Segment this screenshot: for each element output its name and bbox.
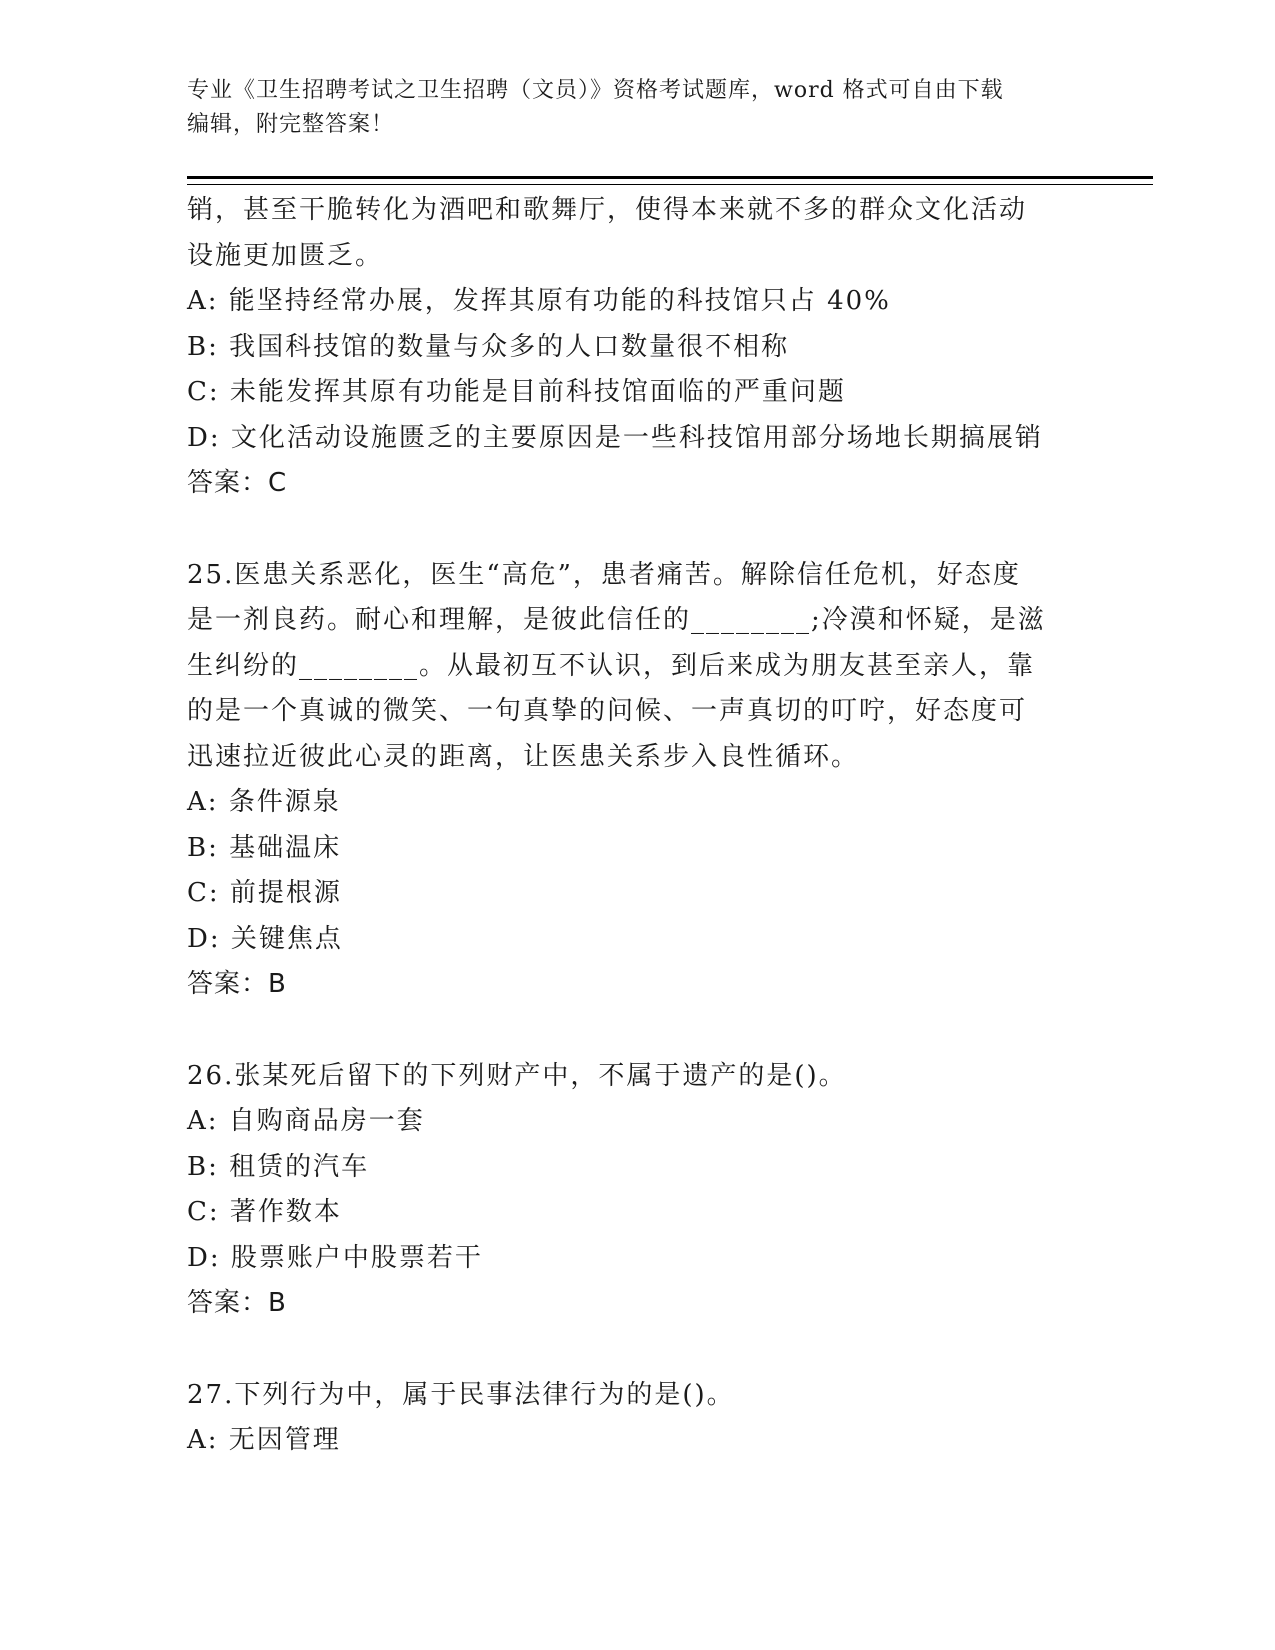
spacer xyxy=(187,1327,1087,1373)
option-a: A: 条件源泉 xyxy=(187,787,341,817)
question-stem-line: 26.张某死后留下的下列财产中，不属于遗产的是()。 xyxy=(187,1060,847,1091)
option-c: C: 前提根源 xyxy=(187,878,342,908)
question-stem-line: 是一剂良药。耐心和理解，是彼此信任的________;冷漠和怀疑，是滋 xyxy=(187,605,1046,635)
header-line-1: 专业《卫生招聘考试之卫生招聘（文员）》资格考试题库，word 格式可自由下载 xyxy=(187,78,1004,103)
spacer xyxy=(187,1008,1087,1054)
question-27 xyxy=(187,1373,1087,1464)
spacer xyxy=(187,507,1087,553)
header-rule-thin xyxy=(187,184,1153,185)
option-d: D: 关键焦点 xyxy=(187,923,343,954)
option-c: C: 著作数本 xyxy=(187,1197,342,1227)
question-content xyxy=(187,188,1087,1464)
question-24 xyxy=(187,188,1087,507)
question-stem-line: 设施更加匮乏。 xyxy=(187,240,384,271)
option-a: A: 无因管理 xyxy=(187,1425,341,1455)
header-line-2: 编辑，附完整答案！ xyxy=(187,112,395,137)
option-b: B: 我国科技馆的数量与众多的人口数量很不相称 xyxy=(187,331,790,362)
answer: 答案：B xyxy=(187,1288,287,1318)
answer: 答案：B xyxy=(187,969,287,999)
question-stem-line: 27.下列行为中，属于民事法律行为的是()。 xyxy=(187,1379,735,1410)
question-stem-line: 迅速拉近彼此心灵的距离，让医患关系步入良性循环。 xyxy=(187,741,860,772)
question-26 xyxy=(187,1054,1087,1327)
option-a: A: 能坚持经常办展，发挥其原有功能的科技馆只占 40% xyxy=(187,286,891,316)
header-rule-thick xyxy=(187,176,1153,179)
question-stem-line: 25.医患关系恶化，医生“高危”，患者痛苦。解除信任危机，好态度 xyxy=(187,559,1021,590)
question-25 xyxy=(187,553,1087,1008)
option-b: B: 基础温床 xyxy=(187,832,342,863)
page-header xyxy=(187,74,1087,142)
option-c: C: 未能发挥其原有功能是目前科技馆面临的严重问题 xyxy=(187,377,846,407)
question-stem-line: 销，甚至干脆转化为酒吧和歌舞厅，使得本来就不多的群众文化活动 xyxy=(187,195,1028,225)
option-d: D: 文化活动设施匮乏的主要原因是一些科技馆用部分场地长期搞展销 xyxy=(187,422,1043,453)
answer: 答案：C xyxy=(187,468,288,498)
option-a: A: 自购商品房一套 xyxy=(187,1106,425,1136)
option-b: B: 租赁的汽车 xyxy=(187,1151,370,1182)
question-stem-line: 的是一个真诚的微笑、一句真挚的问候、一声真切的叮咛，好态度可 xyxy=(187,696,1028,726)
option-d: D: 股票账户中股票若干 xyxy=(187,1242,483,1273)
question-stem-line: 生纠纷的________。从最初互不认识，到后来成为朋友甚至亲人，靠 xyxy=(187,650,1036,681)
